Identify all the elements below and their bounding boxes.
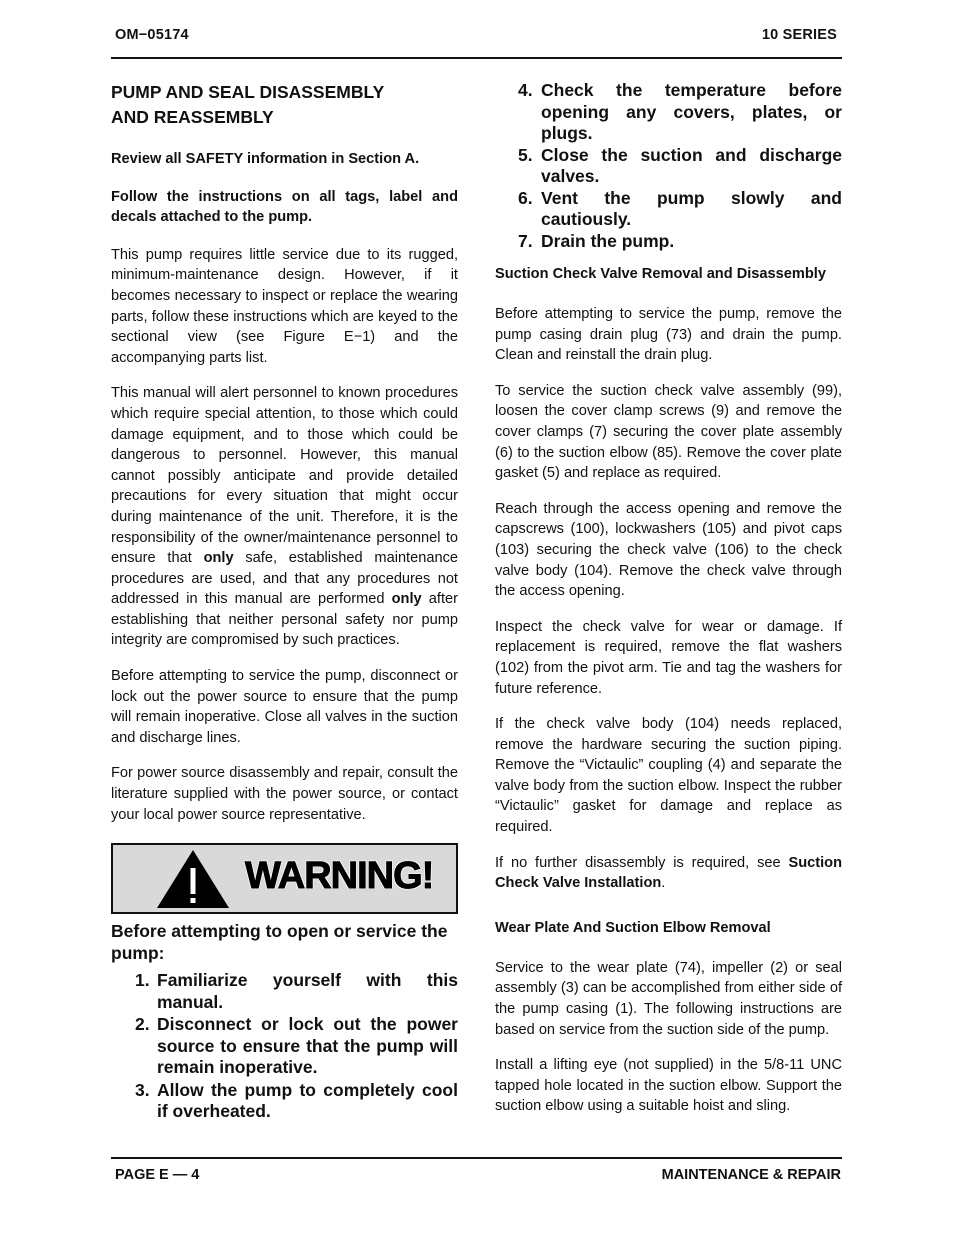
warning-box: [111, 843, 458, 914]
paragraph-cover-clamps: To service the suction check valve assembly (99), loosen the cover clamp screws (9) and remove the cover clamps (7) securing the cover plate assembly (6) to the suction elbow (85). Remove the cover plate gasket (5) and replace as required.: [495, 382, 842, 482]
right-column: [495, 80, 842, 1132]
paragraph-wear-plate-service: Service to the wear plate (74), impeller (2) or seal assembly (3) can be accomplished from either side of the pump casing (1). The following instructions are based on service from the suction side of the pump.: [495, 959, 842, 1038]
warning-heading: WARNING!: [245, 855, 434, 898]
subheading-check-valve-removal: Suction Check Valve Removal and Disassembly: [495, 266, 826, 282]
section-title: PUMP AND SEAL DISASSEMBLY AND REASSEMBLY: [111, 82, 385, 127]
warning-step: 5. Close the suction and discharge valves.: [518, 144, 842, 186]
warning-step: 6. Vent the pump slowly and cautiously.: [518, 187, 842, 229]
header-rule: [111, 57, 842, 59]
subheading-wear-plate-removal: Wear Plate And Suction Elbow Removal: [495, 919, 771, 936]
review-safety-note: Review all SAFETY information in Section A.: [111, 151, 420, 167]
paragraph-inspect-check-valve: Inspect the check valve for wear or damage. If replacement is required, remove the flat washers (102) from the pivot arm. Tie and tag the washers for future reference.: [495, 618, 842, 697]
paragraph-access-opening: Reach through the access opening and remove the capscrews (100), lockwashers (105) and pivot caps (103) securing the check valve (106) to the check valve body (104). Remove the check valve through the access opening.: [495, 500, 842, 600]
left-column: [111, 80, 458, 1123]
footer-page-number: PAGE E — 4: [115, 1167, 200, 1183]
paragraph-no-further-disassembly: If no further disassembly is required, see Suction Check Valve Installation.: [495, 854, 842, 892]
footer-section-name: MAINTENANCE & REPAIR: [661, 1167, 841, 1183]
paragraph-manual-alert: This manual will alert personnel to known procedures which require special attention, to those which could damage equipment, and to those which could be dangerous to personnel. However, this manual cannot possibly anticipate and provide detailed precautions for every situation that might occur during maintenance of the unit. Therefore, it is the responsibility of the owner/maintenance personnel to ensure that only safe, established maintenance procedures are used, and that any procedures not addressed in this manual are performed only after establishing that neither personal safety nor pump integrity are compromised by such practices.: [111, 385, 458, 649]
warning-step: 4. Check the temperature before opening any covers, plates, or plugs.: [518, 80, 842, 143]
paragraph-valve-body: If the check valve body (104) needs replaced, remove the hardware securing the suction piping. Remove the “Victaulic” coupling (4) and separate the valve body from the suction elbow. Inspect the rubber “Victaulic” gasket for damage and replace as required.: [495, 716, 842, 836]
warning-steps-left: [111, 970, 458, 1123]
paragraph-power-source: For power source disassembly and repair, consult the literature supplied with the power source, or contact your local power source representative.: [111, 765, 458, 823]
warning-step: 3. Allow the pump to completely cool if overheated.: [135, 1079, 458, 1122]
header-series: 10 SERIES: [761, 27, 837, 43]
follow-tags-note: Follow the instructions on all tags, label and decals attached to the pump.: [111, 188, 458, 226]
warning-step: 2. Disconnect or lock out the power source to ensure that the pump will remain inoperative.: [135, 1014, 458, 1078]
paragraph-service-intro: This pump requires little service due to its rugged, minimum-maintenance design. However, if it becomes necessary to inspect or replace the wearing parts, follow these instructions which are keyed to the sectional view (see Figure E−1) and the accompanying parts list.: [111, 246, 458, 366]
warning-lead: Before attempting to open or service the pump:: [111, 921, 448, 963]
paragraph-disconnect-power: Before attempting to service the pump, disconnect or lock out the power source to ensure that the pump will remain inoperative. Close all valves in the suction and discharge lines.: [111, 668, 458, 746]
header-document-number: OM−05174: [115, 27, 189, 43]
warning-step: 7. Drain the pump.: [518, 230, 675, 251]
warning-step: 1. Familiarize yourself with this manual.: [135, 970, 458, 1012]
footer-rule: [111, 1157, 842, 1159]
warning-triangle-icon: [155, 848, 231, 910]
paragraph-drain-plug: Before attempting to service the pump, remove the pump casing drain plug (73) and drain the pump. Clean and reinstall the drain plug.: [495, 306, 842, 364]
warning-steps-right: [495, 80, 842, 252]
paragraph-lifting-eye: Install a lifting eye (not supplied) in the 5/8-11 UNC tapped hole located in the suction elbow. Support the suction elbow using a suitable hoist and sling.: [495, 1057, 842, 1115]
